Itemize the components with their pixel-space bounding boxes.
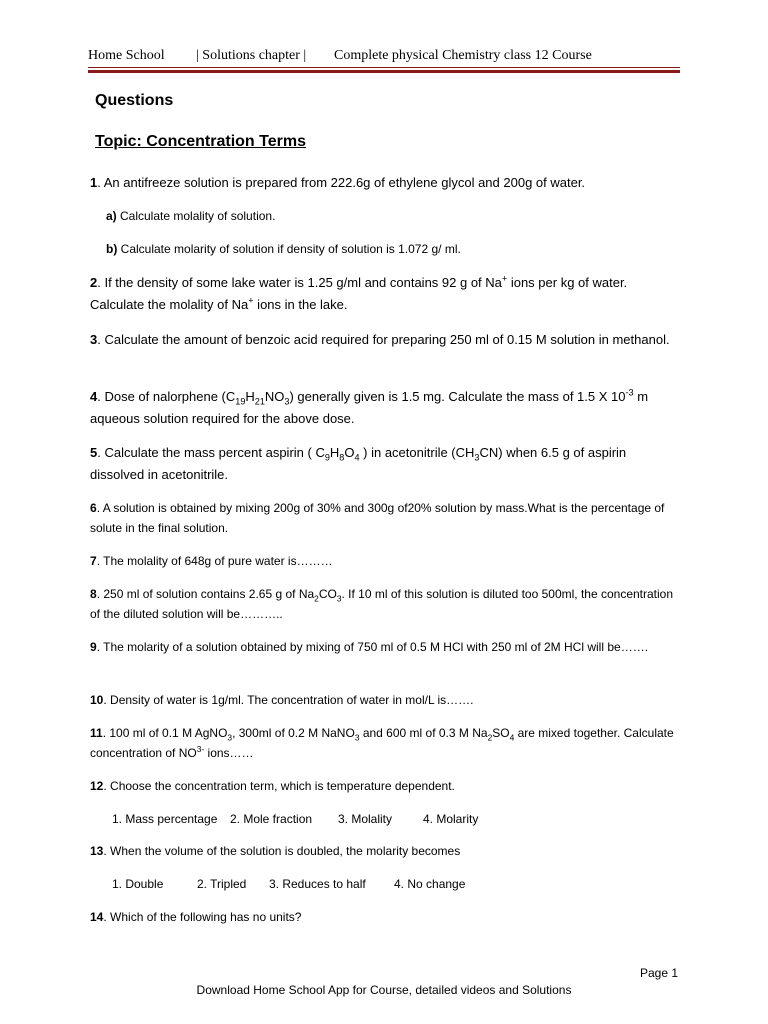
question-10 xyxy=(90,690,680,710)
subscript: 2 xyxy=(487,732,493,743)
page-header xyxy=(88,47,680,65)
question-number: 7 xyxy=(90,554,97,568)
question-14 xyxy=(90,907,680,927)
question-7 xyxy=(90,551,680,571)
question-13 xyxy=(90,841,680,861)
question-text: . Choose the concentration term, which is temperature dependent. xyxy=(103,779,455,793)
option: 3. Reduces to half xyxy=(269,877,366,891)
subscript: 3 xyxy=(227,732,233,743)
superscript: -3 xyxy=(625,387,634,398)
part-text: Calculate molality of solution. xyxy=(116,209,276,223)
question-text: ions per kg of water. Calculate the molality of Na xyxy=(90,275,628,312)
superscript: + xyxy=(501,273,508,284)
question-text: , 300ml of 0.2 M NaNO xyxy=(232,726,355,740)
question-text: ions…… xyxy=(204,746,254,760)
question-text: . If 10 ml of this solution is diluted too 500ml, the concentration of the diluted solution will be……….. xyxy=(90,587,674,621)
question-number: 13 xyxy=(90,844,104,858)
question-text: SO xyxy=(492,726,510,740)
question-4 xyxy=(90,386,680,430)
question-number: 4 xyxy=(90,389,98,404)
question-number: 8 xyxy=(90,587,97,601)
question-text: H xyxy=(245,389,255,404)
page-footer: Download Home School App for Course, detailed videos and Solutions xyxy=(196,983,572,997)
question-text: ) in acetonitrile (CH xyxy=(359,445,475,460)
question-text: . The molarity of a solution obtained by mixing of 750 ml of 0.5 M HCl with 250 ml of 2M HCl will be……. xyxy=(96,640,649,654)
header-left: Home School xyxy=(88,48,165,63)
question-text: . 250 ml of solution contains 2.65 g of Na xyxy=(96,587,315,601)
question-number: 3 xyxy=(90,332,98,347)
question-text: . The molality of 648g of pure water is……… xyxy=(96,554,333,568)
header-rule-thin xyxy=(88,67,680,68)
question-text: ions in the lake. xyxy=(253,297,348,312)
question-text: . Which of the following has no units? xyxy=(103,910,302,924)
option: 2. Tripled xyxy=(197,877,247,891)
subscript: 4 xyxy=(354,452,360,463)
option: 1. Mass percentage xyxy=(112,812,218,826)
option: 4. Molarity xyxy=(423,812,479,826)
question-text: . A solution is obtained by mixing 200g of 30% and 300g of20% solution by mass.What is the percentage of solute in the final solution. xyxy=(90,501,665,535)
superscript: + xyxy=(248,295,254,306)
question-number: 6 xyxy=(90,501,97,515)
questions-heading: Questions xyxy=(95,92,174,109)
page-number: Page 1 xyxy=(640,966,679,980)
subscript: 9 xyxy=(324,452,330,463)
question-text: O xyxy=(344,445,355,460)
question-5 xyxy=(90,442,680,486)
question-text: . Calculate the mass percent aspirin ( C xyxy=(97,445,325,460)
header-middle: | Solutions chapter | xyxy=(196,48,307,63)
part-label: b) xyxy=(106,242,118,256)
subscript: 3 xyxy=(354,732,360,743)
topic-heading: Topic: Concentration Terms xyxy=(95,133,306,150)
question-11 xyxy=(90,723,680,763)
question-text: are mixed together. Calculate concentration of NO xyxy=(90,726,674,760)
subscript: 3 xyxy=(336,593,342,604)
subscript: 3 xyxy=(474,452,480,463)
subscript: 8 xyxy=(339,452,345,463)
question-number: 10 xyxy=(90,693,104,707)
question-number: 2 xyxy=(90,275,98,290)
question-text: CO xyxy=(318,587,337,601)
question-text: and 600 ml of 0.3 M Na xyxy=(359,726,488,740)
option: 1. Double xyxy=(112,877,164,891)
part-text: Calculate molarity of solution if density of solution is 1.072 g/ ml. xyxy=(117,242,461,256)
question-number: 12 xyxy=(90,779,104,793)
question-text: NO xyxy=(264,389,285,404)
question-2 xyxy=(90,272,680,316)
question-3 xyxy=(90,329,680,351)
question-text: CN) when 6.5 g of aspirin dissolved in acetonitrile. xyxy=(90,445,627,482)
subscript: 4 xyxy=(509,732,515,743)
subscript: 19 xyxy=(235,396,246,407)
question-number: 11 xyxy=(90,726,103,740)
question-number: 5 xyxy=(90,445,98,460)
question-1 xyxy=(90,172,680,194)
question-text: . Density of water is 1g/ml. The concentration of water in mol/L is……. xyxy=(103,693,474,707)
question-text: . An antifreeze solution is prepared from 222.6g of ethylene glycol and 200g of water. xyxy=(97,175,586,190)
question-number: 9 xyxy=(90,640,97,654)
question-8 xyxy=(90,584,680,624)
part-label: a) xyxy=(106,209,117,223)
question-text: . Dose of nalorphene (C xyxy=(97,389,236,404)
question-12-options xyxy=(112,809,478,829)
question-text: . 100 ml of 0.1 M AgNO xyxy=(102,726,228,740)
question-text: . If the density of some lake water is 1.25 g/ml and contains 92 g of Na xyxy=(97,275,502,290)
question-text: ) generally given is 1.5 mg. Calculate the mass of 1.5 X 10 xyxy=(289,389,626,404)
question-number: 14 xyxy=(90,910,104,924)
question-1-part-b xyxy=(106,239,461,259)
option: 4. No change xyxy=(394,877,466,891)
question-6 xyxy=(90,498,680,538)
question-text: H xyxy=(329,445,340,460)
question-13-options xyxy=(112,874,465,894)
question-9 xyxy=(90,637,680,657)
question-text: . When the volume of the solution is doubled, the molarity becomes xyxy=(103,844,461,858)
superscript: 3- xyxy=(196,744,205,754)
option: 2. Mole fraction xyxy=(230,812,313,826)
option: 3. Molality xyxy=(338,812,393,826)
question-text: m aqueous solution required for the above dose. xyxy=(90,389,649,426)
header-right: Complete physical Chemistry class 12 Course xyxy=(334,48,592,63)
subscript: 21 xyxy=(254,396,265,407)
subscript: 2 xyxy=(314,593,319,604)
header-rule-thick xyxy=(88,70,680,73)
question-12 xyxy=(90,776,680,796)
question-1-part-a xyxy=(106,206,275,226)
question-text: . Calculate the amount of benzoic acid required for preparing 250 ml of 0.15 M solution in methanol. xyxy=(97,332,670,347)
question-number: 1 xyxy=(90,175,98,190)
subscript: 3 xyxy=(284,396,290,407)
